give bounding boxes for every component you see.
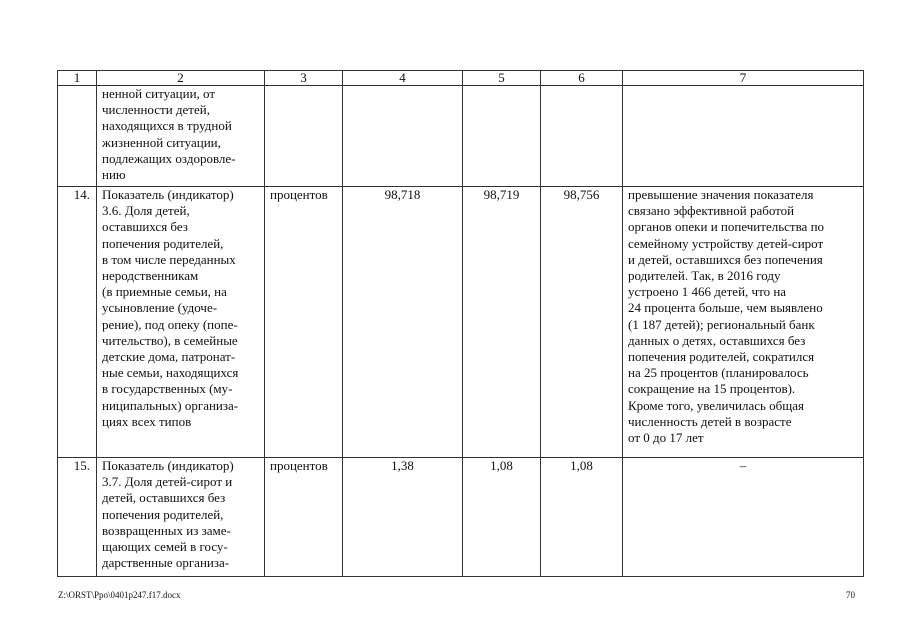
value-plan: 1,38 <box>343 458 463 577</box>
row-number: 15. <box>58 458 97 577</box>
row-number: 14. <box>58 187 97 458</box>
value-plan: 98,718 <box>343 187 463 458</box>
unit-cell: процентов <box>265 187 343 458</box>
header-cell: 5 <box>463 71 541 86</box>
header-cell: 6 <box>541 71 623 86</box>
header-cell: 2 <box>97 71 265 86</box>
header-cell: 3 <box>265 71 343 86</box>
table-row <box>58 86 864 187</box>
row-number <box>58 86 97 187</box>
header-cell: 7 <box>623 71 864 86</box>
header-row <box>58 71 864 86</box>
comment-text: превышение значения показателя связано эффективной работой органов опеки и попечительства по семейному устройству детей-сирот и детей, оставшихся без попечения родителей. Так, в 2016 году устроено 1 466 детей, что на 24 процента больше, чем выявлено (1 187 детей); региональный банк данных о детях, оставшихся без попечения родителей, сократился на 25 процентов (планировалось сокращение на 15 процентов). Кроме того, увеличилась общая численность детей в возрасте от 0 до 17 лет <box>623 187 864 458</box>
table-row <box>58 187 864 458</box>
value-fact <box>463 86 541 187</box>
page-number: 70 <box>846 590 855 600</box>
report-table <box>57 70 864 577</box>
value-fact: 1,08 <box>463 458 541 577</box>
header-cell: 1 <box>58 71 97 86</box>
value-result <box>541 86 623 187</box>
value-fact: 98,719 <box>463 187 541 458</box>
indicator-text: Показатель (индикатор) 3.7. Доля детей-сирот и детей, оставшихся без попечения родителей, возвращенных из заме- щающих семей в госу- дарственные организа- <box>97 458 265 577</box>
file-path: Z:\ORST\Ppo\0401p247.f17.docx <box>58 590 181 600</box>
comment-text <box>623 86 864 187</box>
indicator-text: ненной ситуации, от численности детей, находящихся в трудной жизненной ситуации, подлежащих оздоровле- нию <box>97 86 265 187</box>
header-cell: 4 <box>343 71 463 86</box>
value-result: 98,756 <box>541 187 623 458</box>
comment-text: – <box>623 458 864 577</box>
value-result: 1,08 <box>541 458 623 577</box>
value-plan <box>343 86 463 187</box>
unit-cell: процентов <box>265 458 343 577</box>
unit-cell <box>265 86 343 187</box>
table-row <box>58 458 864 577</box>
indicator-text: Показатель (индикатор) 3.6. Доля детей, оставшихся без попечения родителей, в том числе переданных неродственникам (в приемные семьи, на усыновление (удоче- рение), под опеку (попе- чительство), в семейные детские дома, патронат- ные семьи, находящихся в государственных (му- ниципальных) организа- циях всех типов <box>97 187 265 458</box>
